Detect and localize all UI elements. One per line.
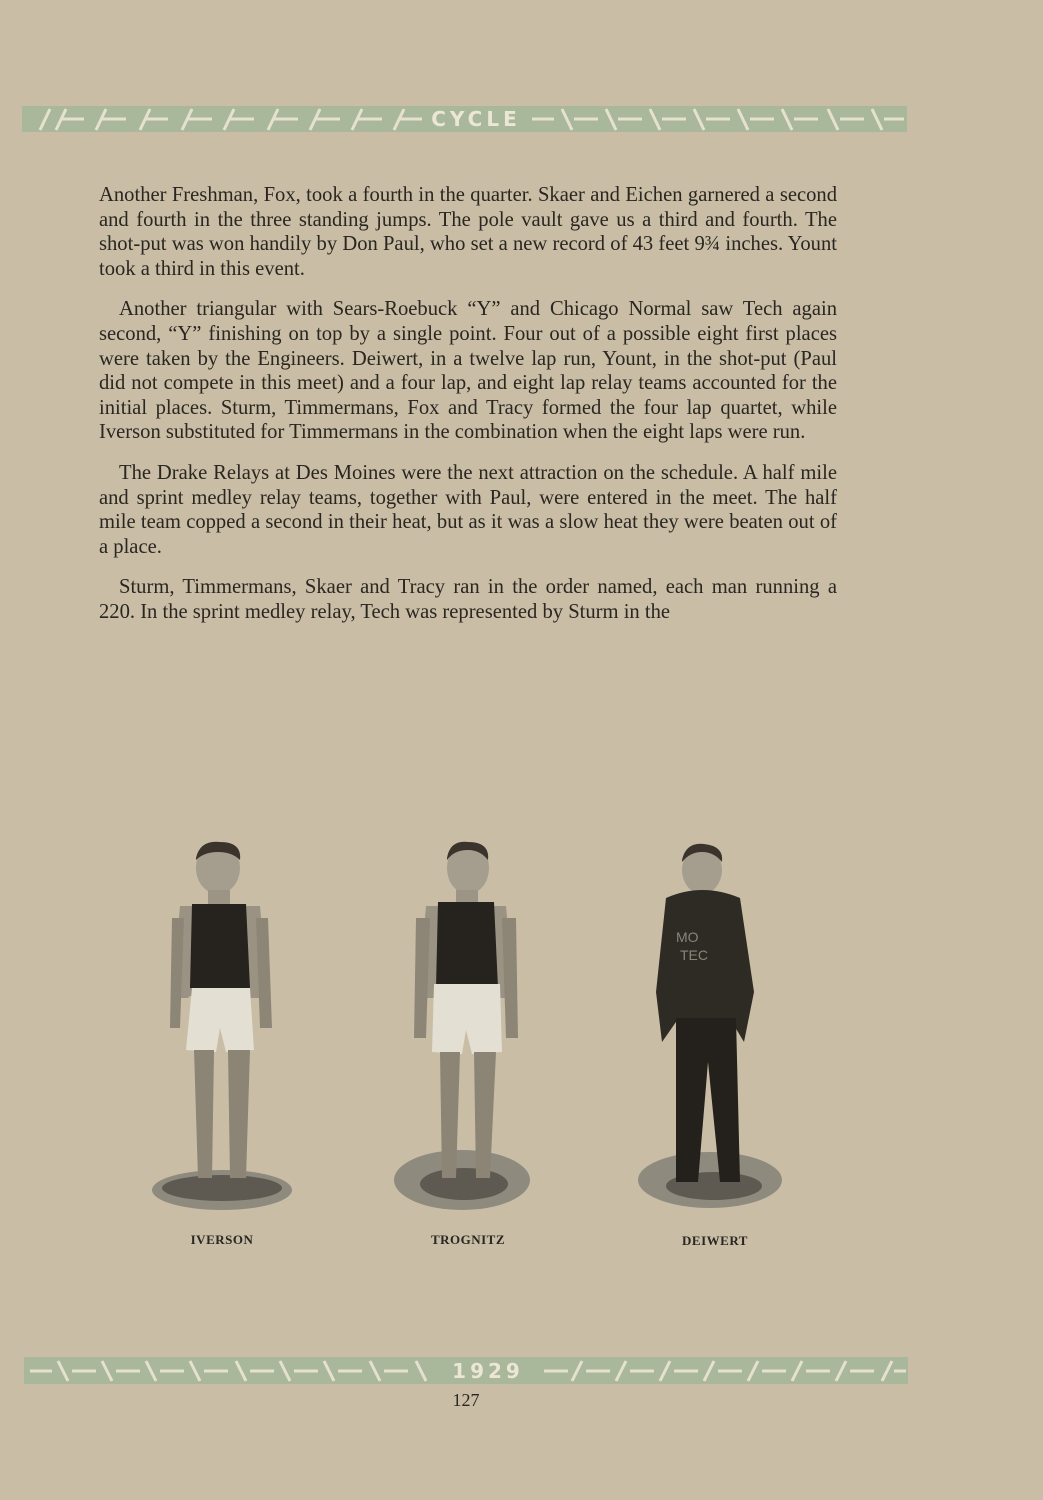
paragraph: The Drake Relays at Des Moines were the next attraction on the schedule. A half mile and sprint medley relay teams, together with Paul, were entered in the meet. The half mile team copped a second in their heat, but as it was a slow heat they were beaten out of a place. [99,461,837,558]
page-number: 127 [452,1390,480,1410]
header-band [22,106,907,132]
article-body [99,183,837,641]
paragraph: Sturm, Timmermans, Skaer and Tracy ran in the order named, each man running a 220. In the sprint medley relay, Tech was represented by Sturm in the [99,576,837,623]
photo-trognitz [392,838,532,1218]
photo-iverson [150,838,295,1218]
header-title: CYCLE [431,107,521,131]
footer-band [24,1357,908,1384]
photo-caption: DEIWERT [682,1233,748,1248]
paragraph: Another triangular with Sears-Roebuck “Y” and Chicago Normal saw Tech again second, “Y” finishing on top by a single point. Four out of a possible eight first places were taken by the Engineers. Deiwert, in a twelve lap run, Yount, in the shot-put (Paul did not compete in this meet) and a four lap, and eight lap relay teams accounted for the initial places. Sturm, Timmermans, Fox and Tracy formed the four lap quartet, while Iverson substituted for Timmermans in the combination when the eight laps were run. [99,298,837,444]
svg-text:MO: MO [676,929,699,945]
footer-year: 1929 [452,1358,524,1383]
photo-deiwert [636,842,786,1218]
photo-caption: TROGNITZ [430,1232,506,1247]
paragraph: Another Freshman, Fox, took a fourth in the quarter. Skaer and Eichen garnered a second and fourth in the three standing jumps. The pole vault gave us a third and fourth. The shot-put was won handily by Don Paul, who set a new record of 43 feet 9¾ inches. Yount took a third in this event. [99,184,837,280]
photo-caption: IVERSON [190,1232,254,1247]
svg-text:TEC: TEC [680,947,708,963]
